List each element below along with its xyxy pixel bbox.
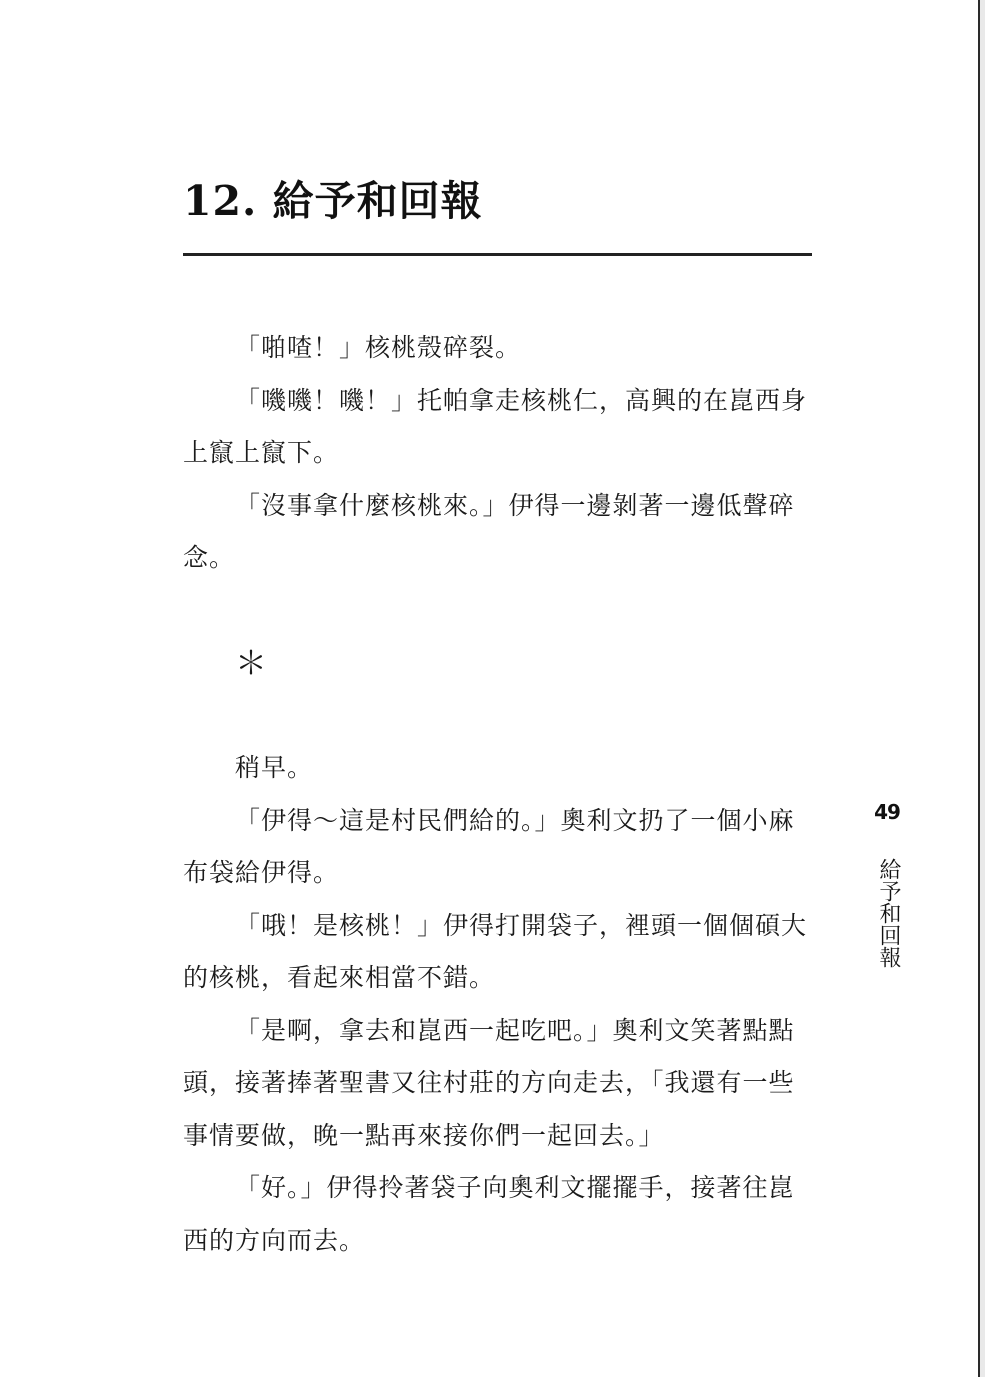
scene-separator: ＊ — [235, 643, 269, 682]
running-head: 給予和回報 — [876, 858, 901, 968]
title-rule — [183, 253, 812, 256]
chapter-title: 12. 給予和回報 — [183, 177, 483, 225]
page-number: 49 — [874, 800, 900, 824]
paragraph: 「是啊，拿去和崑西一起吃吧。」奧利文笑著點點頭，接著捧著聖書又往村莊的方向走去，「我還有一些事情要做，晚一點再來接你們一起回去。」 — [183, 1015, 795, 1150]
paragraph: 「嘰嘰！嘰！」托帕拿走核桃仁，高興的在崑西身上竄上竄下。 — [183, 385, 808, 467]
paragraph: 「沒事拿什麼核桃來。」伊得一邊剝著一邊低聲碎念。 — [183, 490, 795, 572]
paragraph: 「伊得～這是村民們給的。」奧利文扔了一個小麻布袋給伊得。 — [183, 805, 795, 887]
body-text — [183, 322, 812, 1267]
paragraph: 「哦！是核桃！」伊得打開袋子，裡頭一個個碩大的核桃，看起來相當不錯。 — [183, 910, 808, 992]
paragraph: 稍早。 — [235, 753, 314, 782]
page-edge — [978, 0, 985, 1377]
paragraph: 「好。」伊得拎著袋子向奧利文擺擺手，接著往崑西的方向而去。 — [183, 1173, 795, 1255]
paragraph: 「啪喳！」核桃殼碎裂。 — [235, 333, 522, 362]
